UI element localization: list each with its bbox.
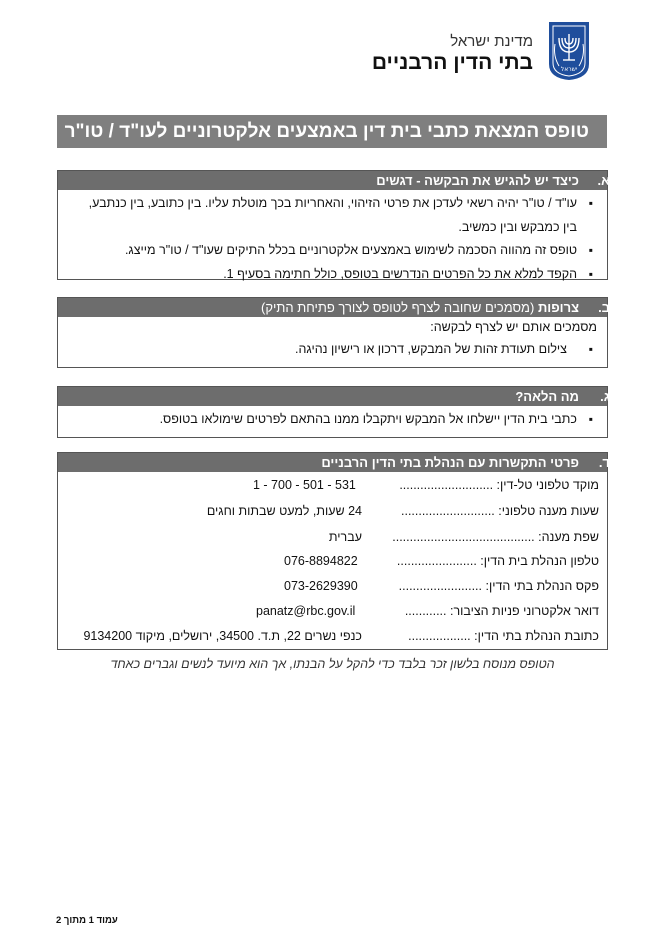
contact-row xyxy=(58,504,607,522)
form-title: טופס המצאת כתבי בית דין באמצעים אלקטרוניים לעו"ד / טו"ר xyxy=(57,115,607,148)
contact-row xyxy=(58,554,607,572)
section-title: פרטי התקשרות עם הנהלת בתי הדין הרבניים xyxy=(321,455,579,470)
section-instructions xyxy=(57,170,608,280)
list-item: ▪ טופס זה מהווה הסכמה לשימוש באמצעים אלקטרוניים בכלל התיקים שעו"ד / טו"ר מייצג. xyxy=(58,242,607,258)
emblem-text: ישראל xyxy=(560,66,578,73)
contact-email: panatz@rbc.gov.il xyxy=(256,604,356,618)
section-title: מה הלאה? xyxy=(515,389,579,404)
contact-value: כנפי נשרים 22, ת.ד. 34500, ירושלים, מיקוד 9134200 xyxy=(83,629,362,643)
list-item: ▪ כתבי בית הדין יישלחו אל המבקש ויתקבלו ממנו בהתאם לפרטים שימולאו בטופס. xyxy=(58,411,607,427)
contact-value: 076-8894822 xyxy=(284,554,358,568)
contact-label: שפת מענה: ......................................... xyxy=(392,530,599,544)
court-name: בתי הדין הרבניים xyxy=(371,51,533,74)
contact-value: 1 - 700 - 501 - 531 xyxy=(253,478,356,492)
state-name: מדינת ישראל xyxy=(450,33,533,50)
contact-value: 24 שעות, למעט שבתות וחגים xyxy=(206,504,362,518)
gender-note: הטופס מנוסח בלשון זכר בלבד כדי להקל על הבנתו, אך הוא מיועד לנשים וגברים כאחד xyxy=(110,657,555,671)
contact-label: טלפון הנהלת בית הדין: ....................... xyxy=(396,554,599,568)
section-letter: ב. xyxy=(598,300,610,315)
contact-row xyxy=(58,604,607,622)
contact-label: דואר אלקטרוני פניות הציבור: ............ xyxy=(404,604,599,618)
contact-value: עברית xyxy=(328,530,362,544)
list-item: ▪ עו"ד / טו"ר יהיה רשאי לעדכן את פרטי הזיהוי, והאחריות בכך מוטלת עליו. בין כתובע, בין כנתבע, xyxy=(58,195,607,211)
list-item-continuation: בין כמבקש ובין כמשיב. xyxy=(458,220,577,234)
section-contact-details xyxy=(57,452,608,650)
contact-label: פקס הנהלת בתי הדין: ........................ xyxy=(398,579,599,593)
contact-value: 073-2629390 xyxy=(284,579,358,593)
contact-row xyxy=(58,629,607,647)
contact-row xyxy=(58,478,607,496)
section-letter: א. xyxy=(597,173,610,188)
contact-label: כתובת הנהלת בתי הדין: .................. xyxy=(408,629,599,643)
section-next-steps xyxy=(57,386,608,438)
section-title: צרופות xyxy=(537,300,579,315)
section-letter: ג. xyxy=(600,389,610,404)
list-item: ▪ הקפד למלא את כל הפרטים הנדרשים בטופס, כולל חתימה בסעיף 1. xyxy=(58,266,607,282)
page-number: עמוד 1 מתוך 2 xyxy=(56,915,118,926)
state-emblem-icon xyxy=(545,20,593,82)
section-letter: ד. xyxy=(598,455,610,470)
section-title: כיצד יש להגיש את הבקשה - דגשים xyxy=(376,173,579,188)
list-item: ▪ צילום תעודת זהות של המבקש, דרכון או רישיון נהיגה. xyxy=(58,341,607,357)
attachments-intro: מסמכים אותם יש לצרף לבקשה: xyxy=(430,320,597,334)
contact-row xyxy=(58,579,607,597)
contact-label: שעות מענה טלפוני: ........................... xyxy=(401,504,599,518)
contact-label: מוקד טלפוני טל-דין: ........................... xyxy=(399,478,599,492)
contact-row xyxy=(58,530,607,548)
section-subtitle: (מסמכים שחובה לצרף לטופס לצורך פתיחת התיק) xyxy=(261,300,535,315)
section-attachments xyxy=(57,297,608,368)
